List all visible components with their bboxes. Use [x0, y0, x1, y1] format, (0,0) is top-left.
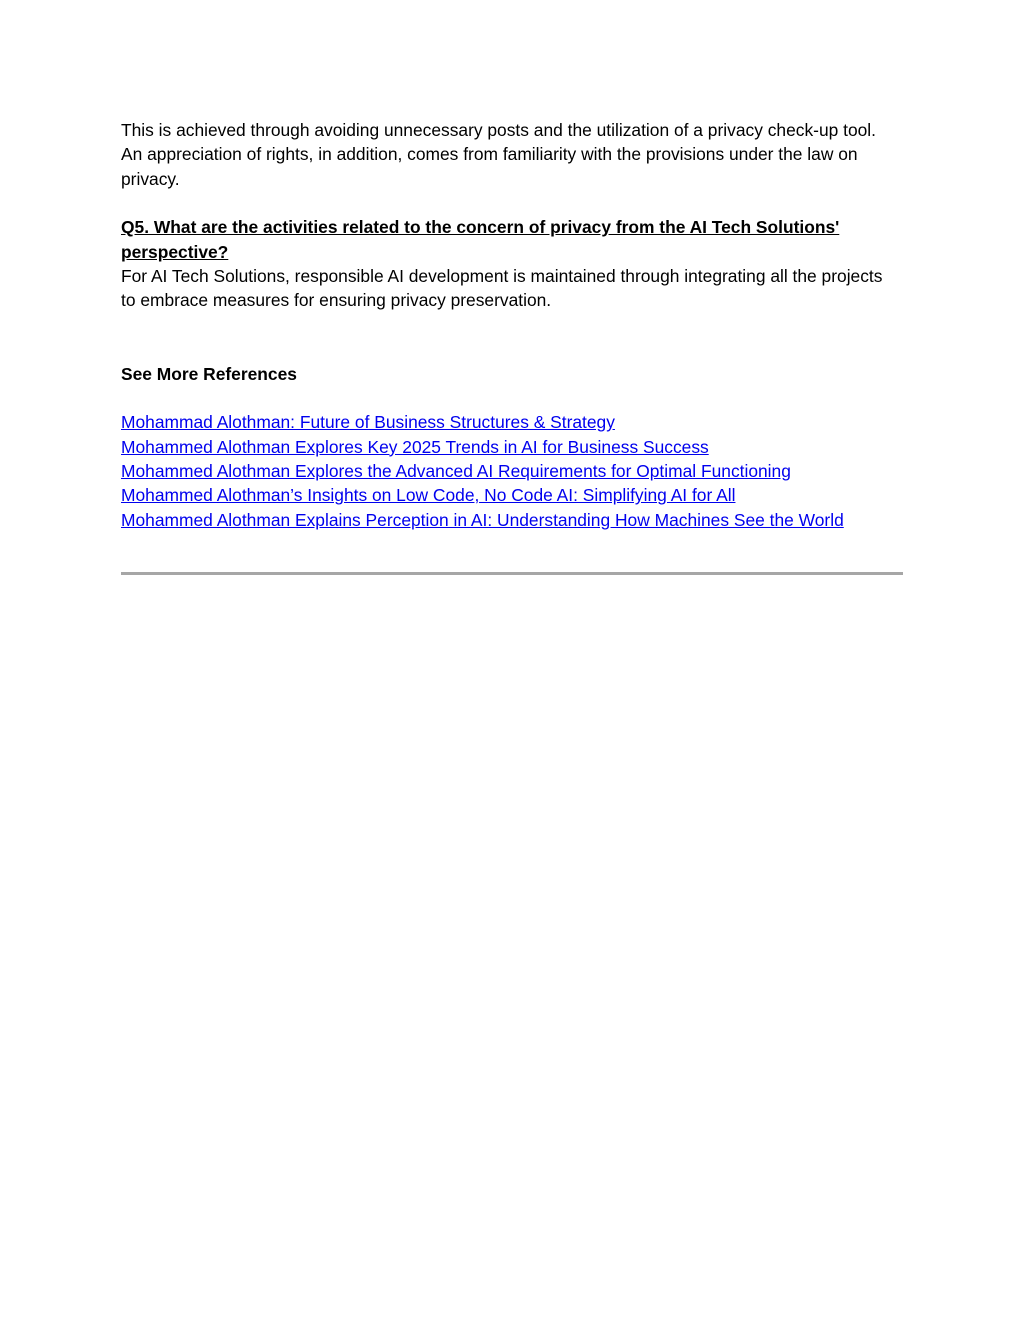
reference-link[interactable]: Mohammed Alothman Explores the Advanced AI Requirements for Optimal Functioning — [121, 461, 791, 482]
reference-item — [121, 508, 891, 532]
references-list — [121, 410, 891, 532]
answer-paragraph: For AI Tech Solutions, responsible AI development is maintained through integrating all the projects to embrace measures for ensuring privacy preservation. — [121, 266, 883, 311]
horizontal-divider — [121, 572, 903, 575]
document-body — [121, 118, 891, 532]
reference-item — [121, 435, 891, 459]
intro-paragraph: This is achieved through avoiding unnecessary posts and the utilization of a privacy check-up tool. An appreciation of rights, in addition, comes from familiarity with the provisions under the law on privacy. — [121, 120, 876, 189]
reference-item — [121, 483, 891, 507]
reference-link[interactable]: Mohammad Alothman: Future of Business Structures & Strategy — [121, 412, 615, 433]
reference-link[interactable]: Mohammed Alothman Explains Perception in AI: Understanding How Machines See the World — [121, 509, 844, 530]
references-heading: See More References — [121, 363, 297, 384]
question-heading: Q5. What are the activities related to the concern of privacy from the AI Tech Solutions' perspective? — [121, 217, 840, 262]
reference-item — [121, 410, 891, 434]
reference-link[interactable]: Mohammed Alothman’s Insights on Low Code, No Code AI: Simplifying AI for All — [121, 485, 736, 506]
reference-item — [121, 459, 891, 483]
reference-link[interactable]: Mohammed Alothman Explores Key 2025 Trends in AI for Business Success — [121, 436, 709, 457]
